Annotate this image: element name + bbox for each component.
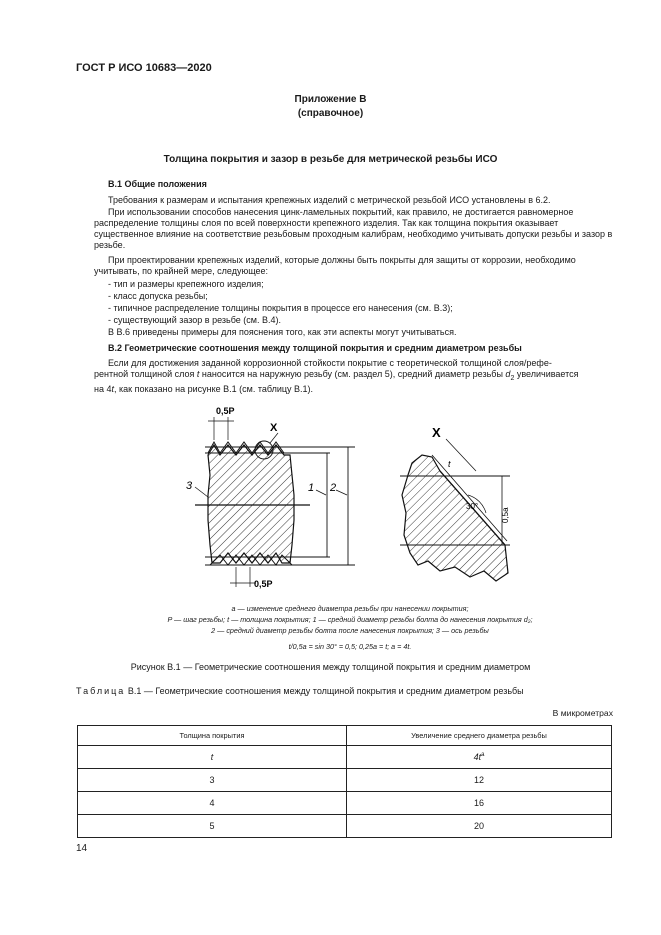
section-b1-p4: В В.6 приведены примеры для пояснения того, как эти аспекты могут учитываться.	[108, 327, 457, 337]
page-number: 14	[76, 843, 88, 854]
bolt-section-left	[195, 417, 355, 587]
list-item: - тип и размеры крепежного изделия;	[108, 279, 264, 289]
detail-label-left: X	[270, 422, 278, 434]
table-cell-increase: $4t^a$	[347, 746, 612, 769]
callout-1: 1	[308, 482, 315, 494]
table-cell-increase: 20	[347, 815, 612, 838]
table-row	[78, 815, 612, 838]
section-b1-heading: В.1 Общие положения	[108, 179, 207, 189]
figure-caption: Рисунок В.1 — Геометрические соотношения между толщиной покрытия и средним диаметром	[130, 662, 531, 672]
figure-formula: t/0,5a = sin 30° = 0,5; 0,25a = t; a = 4t.	[288, 642, 412, 651]
table-row	[78, 792, 612, 815]
table-row	[78, 746, 612, 769]
angle-label: 30°	[466, 502, 479, 511]
table-header-increase: Увеличение среднего диаметра резьбы	[347, 726, 612, 746]
detail-x-section	[400, 439, 510, 581]
list-item: - существующий зазор в резьбе (см. В.4).	[108, 315, 281, 325]
pitch-label-top: 0,5P	[216, 406, 235, 416]
table-cell-thickness: t	[78, 746, 347, 769]
table-cell-increase: 12	[347, 769, 612, 792]
section-b2-heading: В.2 Геометрические соотношения между толщиной покрытия и средним диаметром резьбы	[108, 343, 522, 353]
section-b1-p2: При использовании способов нанесения цинк-ламельных покрытий, как правило, не достигается равномерное распределение толщины слоя по всей поверхности крепежного изделия. Так как толщина покрытия оказывает существенное влияние на соответствие резьбовым проходным калибрам, необходимо учитывать допуски резьбы и зазор в резьбе.	[94, 207, 613, 250]
callout-2: 2	[330, 482, 337, 494]
appendix-title: Приложение В	[294, 94, 367, 105]
table-cell-thickness: 3	[78, 769, 347, 792]
table-cell-increase: 16	[347, 792, 612, 815]
section-b1-p1: Требования к размерам и испытания крепежных изделий с метрической резьбой ИСО установлены в 6.2.	[108, 195, 551, 205]
appendix-subtitle: (справочное)	[297, 108, 364, 119]
section-b1-p3: При проектировании крепежных изделий, которые должны быть покрыты для защиты от коррозии, необходимо учитывать, по крайней мере, следующее:	[94, 255, 576, 276]
data-table	[77, 725, 612, 838]
table-header-row	[78, 726, 612, 746]
section-b2-p1: Если для достижения заданной коррозионной стойкости покрытие с теоретической толщиной слоя/рефе- рентной толщиной слоя t наносится на наружную резьбу (см. раздел 5), средний диаметр резьбы $d_2$ увеличивается на 4t, как показано на рисунке В.1 (см. таблицу В.1).	[94, 358, 579, 394]
list-item: - класс допуска резьбы;	[108, 291, 208, 301]
table-header-thickness: Толщина покрытия	[78, 726, 347, 746]
figure-legend-line2: P — шаг резьбы; t — толщина покрытия; 1 — средний диаметр резьбы болта до нанесения покрытия d₂;	[167, 615, 533, 624]
dim-05a-label: 0,5a	[501, 507, 510, 523]
figure-legend-line3: 2 — средний диаметр резьбы болта после нанесения покрытия; 3 — ось резьбы	[211, 626, 489, 635]
pitch-label-bottom: 0,5P	[254, 579, 273, 589]
table-row	[78, 769, 612, 792]
detail-label-right: X	[432, 425, 441, 440]
list-item: - типичное распределение толщины покрытия в процессе его нанесения (см. В.3);	[108, 303, 453, 313]
dim-t-label: t	[448, 459, 451, 469]
table-cell-thickness: 4	[78, 792, 347, 815]
figure-legend-line1: a — изменение среднего диаметра резьбы при нанесении покрытия;	[231, 604, 469, 613]
document-id: ГОСТ Р ИСО 10683—2020	[76, 62, 212, 74]
main-title: Толщина покрытия и зазор в резьбе для метрической резьбы ИСО	[163, 154, 498, 165]
table-cell-thickness: 5	[78, 815, 347, 838]
table-units: В микрометрах	[552, 708, 613, 718]
callout-3: 3	[186, 480, 193, 492]
table-caption: Таблица В.1 — Геометрические соотношения между толщиной покрытия и средним диаметром резьбы	[76, 686, 524, 696]
thread-diagram	[150, 395, 530, 595]
